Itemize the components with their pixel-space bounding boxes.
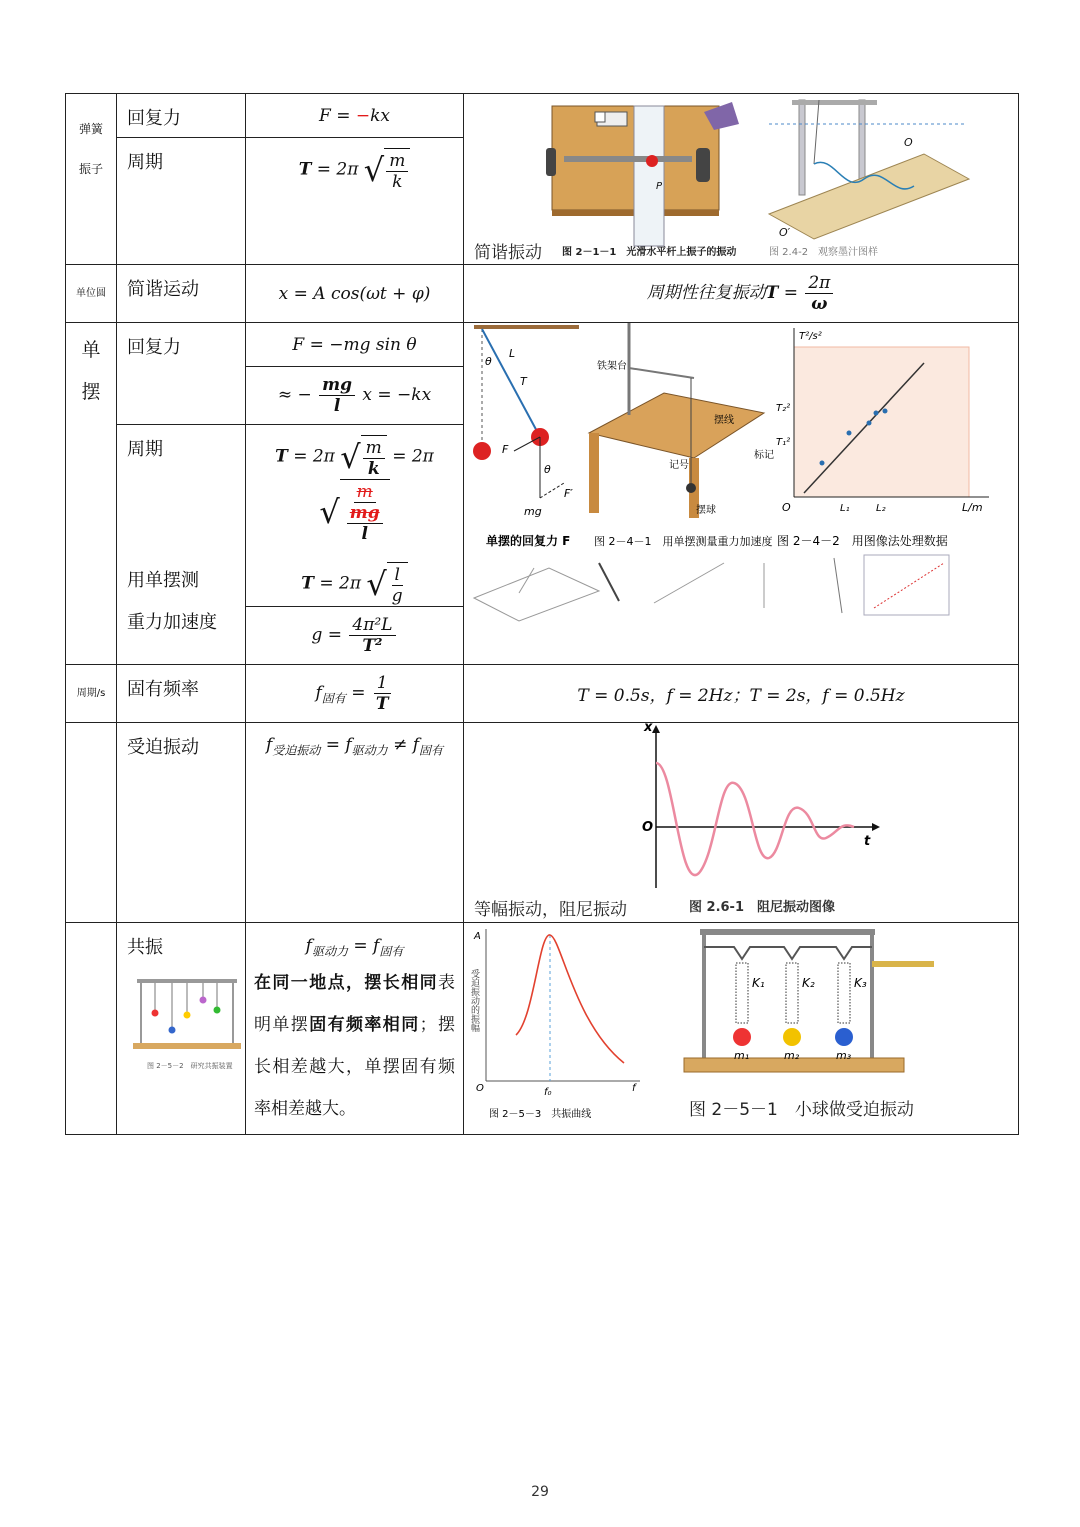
shm-description: 周期性往复振动T = $\frac{2\pi}{\omega}$ xyxy=(464,265,1019,323)
formula-pendulum-force: F = −mg sin θ xyxy=(246,323,464,367)
svg-text:K₂: K₂ xyxy=(802,976,815,990)
svg-text:K₃: K₃ xyxy=(854,976,867,990)
svg-text:图 2－5－1 小球做受迫振动: 图 2－5－1 小球做受迫振动 xyxy=(689,1100,914,1120)
svg-text:x: x xyxy=(644,723,653,735)
resonance-figures xyxy=(464,923,1017,1133)
category-unit-circle: 单位圆 xyxy=(66,265,117,323)
svg-text:单摆的回复力 F: 单摆的回复力 F xyxy=(486,534,571,548)
term-pendulum-period: 周期 用单摆测 重力加速度 xyxy=(117,425,246,665)
svg-text:L₂: L₂ xyxy=(876,503,886,514)
svg-text:图 2.4-2 观察墨汁图样: 图 2.4-2 观察墨汁图样 xyxy=(769,247,879,258)
term-resonance-cell xyxy=(117,923,246,1135)
knowledge-table xyxy=(65,93,1019,1135)
svg-text:m₁: m₁ xyxy=(734,1049,750,1062)
formula-spring-force: F = −kx xyxy=(246,94,464,138)
spring-figure-cell xyxy=(464,94,1019,265)
term-pendulum-force: 回复力 xyxy=(117,323,246,425)
page-number: 29 xyxy=(531,1484,549,1500)
term-shm: 简谐运动 xyxy=(117,265,246,323)
pendulum-figure-cell xyxy=(464,323,1019,665)
svg-text:θ: θ xyxy=(485,355,492,368)
svg-text:F′: F′ xyxy=(564,487,573,500)
category-spring: 弹簧 振子 xyxy=(66,94,117,265)
term-resonance: 共振 xyxy=(127,937,163,958)
term-restoring-force: 回复力 xyxy=(117,94,246,138)
svg-text:L₁: L₁ xyxy=(840,503,850,514)
svg-text:T₁²: T₁² xyxy=(776,437,791,448)
term-forced-vibration: 受迫振动 xyxy=(117,723,246,923)
svg-text:P: P xyxy=(656,181,663,192)
svg-text:铁架台: 铁架台 xyxy=(597,361,627,372)
svg-text:f₀: f₀ xyxy=(544,1087,552,1098)
svg-text:L: L xyxy=(509,347,516,360)
svg-text:等幅振动，阻尼振动: 等幅振动，阻尼振动 xyxy=(474,900,627,920)
term-natural-frequency: 固有频率 xyxy=(117,665,246,723)
resonance-explanation: 在同一地点，摆长相同表明单摆固有频率相同；摆长相差越大，单摆固有频率相差越大。 xyxy=(254,973,456,1120)
term-measure-g-1: 用单摆测 xyxy=(127,570,199,591)
svg-text:图 2－1－1 光滑水平杆上振子的振动: 图 2－1－1 光滑水平杆上振子的振动 xyxy=(562,247,737,258)
svg-text:m₂: m₂ xyxy=(784,1049,800,1062)
category-empty-forced xyxy=(66,723,117,923)
svg-text:O′: O′ xyxy=(779,226,791,239)
pendulum-figures xyxy=(464,323,1017,648)
svg-text:简谐振动: 简谐振动 xyxy=(474,243,542,263)
svg-text:T²/s²: T²/s² xyxy=(799,331,822,342)
category-period: 周期/s xyxy=(66,665,117,723)
resonance-text-cell xyxy=(246,923,464,1135)
formula-natural-frequency: $f_{固有}$ = $\frac{1}{T}$ xyxy=(246,665,464,723)
damped-figure-cell xyxy=(464,723,1019,923)
svg-text:O: O xyxy=(904,136,913,149)
svg-text:标记: 标记 xyxy=(754,450,774,461)
svg-text:L/m: L/m xyxy=(962,501,983,514)
term-measure-g-2: 重力加速度 xyxy=(127,612,217,633)
svg-text:m₃: m₃ xyxy=(836,1049,852,1062)
formula-shm: x = A cos(ωt + φ) xyxy=(246,265,464,323)
svg-text:图 2－5－3 共振曲线: 图 2－5－3 共振曲线 xyxy=(489,1109,592,1120)
damped-graph xyxy=(464,723,1017,921)
formula-resonance: $f_{驱动力} = f_{固有}$ xyxy=(305,936,404,959)
svg-text:摆球: 摆球 xyxy=(696,505,716,516)
category-empty-resonance xyxy=(66,923,117,1135)
svg-text:O: O xyxy=(476,1083,484,1094)
svg-text:θ: θ xyxy=(544,463,551,476)
svg-text:O: O xyxy=(782,501,791,514)
svg-text:f: f xyxy=(632,1083,636,1094)
svg-text:图 2.6-1 阻尼振动图像: 图 2.6-1 阻尼振动图像 xyxy=(689,900,835,915)
svg-text:图 2－4－2 用图像法处理数据: 图 2－4－2 用图像法处理数据 xyxy=(777,534,948,548)
spring-figures xyxy=(464,94,1017,264)
svg-text:受迫振动的振幅: 受迫振动的振幅 xyxy=(469,969,479,1032)
formula-pendulum-period: T = 2π √ $\frac{m}{k}$ = 2π √ $\frac{m}{\frac{mg}{l}}$ T = 2π √ $\frac{l}{g}$ xyxy=(246,425,464,607)
svg-text:A: A xyxy=(474,931,481,942)
category-pendulum: 单 摆 xyxy=(66,323,117,665)
formula-forced: $f_{受迫振动} = f_{驱动力} \ne f_{固有}$ xyxy=(246,723,464,923)
svg-text:记号: 记号 xyxy=(669,460,689,471)
svg-text:T: T xyxy=(520,375,527,388)
svg-text:mg: mg xyxy=(524,505,542,518)
svg-text:图 2－5－2 研究共振装置: 图 2－5－2 研究共振装置 xyxy=(147,1062,233,1070)
svg-text:摆线: 摆线 xyxy=(714,415,734,426)
resonance-device-figure xyxy=(127,973,245,1073)
svg-text:F: F xyxy=(502,443,509,456)
svg-text:O: O xyxy=(642,820,654,835)
term-spring-period: 周期 xyxy=(117,138,246,265)
svg-text:T₂²: T₂² xyxy=(776,403,791,414)
formula-pendulum-approx: ≈ − $\frac{mg}{l}$ x = −kx xyxy=(246,367,464,425)
svg-text:K₁: K₁ xyxy=(752,976,765,990)
formula-spring-period: T = 2π √ $\frac{m}{k}$ xyxy=(246,138,464,265)
svg-text:图 2－4－1 用单摆测量重力加速度: 图 2－4－1 用单摆测量重力加速度 xyxy=(594,535,773,548)
resonance-figure-cell xyxy=(464,923,1019,1135)
svg-text:t: t xyxy=(864,834,871,849)
formula-g: g = $\frac{\text{4π²L}}{\text{T²}}$ xyxy=(246,607,464,665)
natural-frequency-examples: T = 0.5s，f = 2Hz；T = 2s，f = 0.5Hz xyxy=(464,665,1019,723)
